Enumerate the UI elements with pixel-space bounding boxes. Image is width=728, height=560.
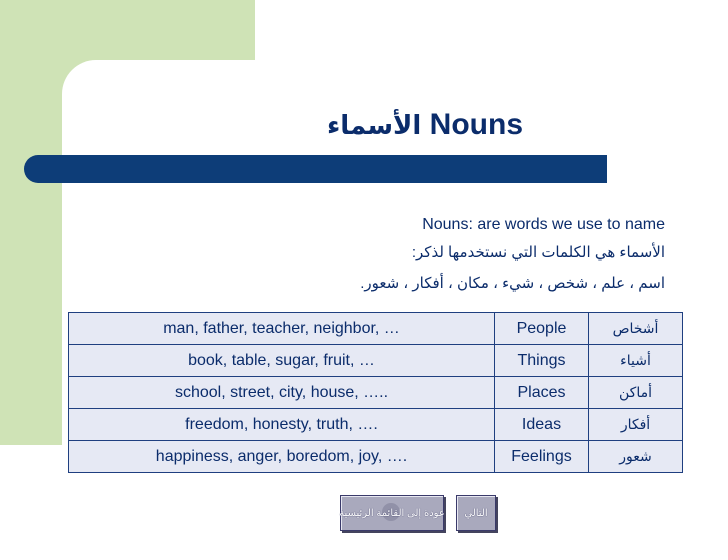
next-button[interactable] xyxy=(456,495,496,531)
category-arabic-cell: أفكار xyxy=(589,409,683,441)
table-row xyxy=(69,345,683,377)
category-arabic-cell: شعور xyxy=(589,441,683,473)
intro-line-arabic-categories: اسم ، علم ، شخص ، شيء ، مكان ، أفكار ، شعور. xyxy=(360,275,665,292)
category-arabic-cell: أماكن xyxy=(589,377,683,409)
examples-cell: freedom, honesty, truth, …. xyxy=(69,409,495,441)
table-row xyxy=(69,313,683,345)
category-english-cell: Feelings xyxy=(495,441,589,473)
nouns-table xyxy=(68,312,683,473)
title-underline-bar xyxy=(24,155,607,183)
examples-cell: man, father, teacher, neighbor, … xyxy=(69,313,495,345)
category-english-cell: People xyxy=(495,313,589,345)
home-menu-label: عودة إلى القائمة الرئيسية xyxy=(339,507,445,519)
examples-cell: happiness, anger, boredom, joy, …. xyxy=(69,441,495,473)
examples-cell: school, street, city, house, ….. xyxy=(69,377,495,409)
intro-line-english: Nouns: are words we use to name xyxy=(422,216,665,233)
slide-title xyxy=(260,108,590,142)
table-row xyxy=(69,409,683,441)
category-english-cell: Ideas xyxy=(495,409,589,441)
next-label: التالي xyxy=(464,507,488,519)
table-row xyxy=(69,377,683,409)
table-row xyxy=(69,441,683,473)
title-arabic: الأسماء xyxy=(327,110,422,140)
category-arabic-cell: أشخاص xyxy=(589,313,683,345)
intro-line-arabic-definition: الأسماء هي الكلمات التي نستخدمها لذكر: xyxy=(411,244,665,261)
examples-cell: book, table, sugar, fruit, … xyxy=(69,345,495,377)
category-english-cell: Places xyxy=(495,377,589,409)
category-english-cell: Things xyxy=(495,345,589,377)
home-menu-button[interactable] xyxy=(340,495,444,531)
title-english: Nouns xyxy=(429,108,523,141)
category-arabic-cell: أشياء xyxy=(589,345,683,377)
